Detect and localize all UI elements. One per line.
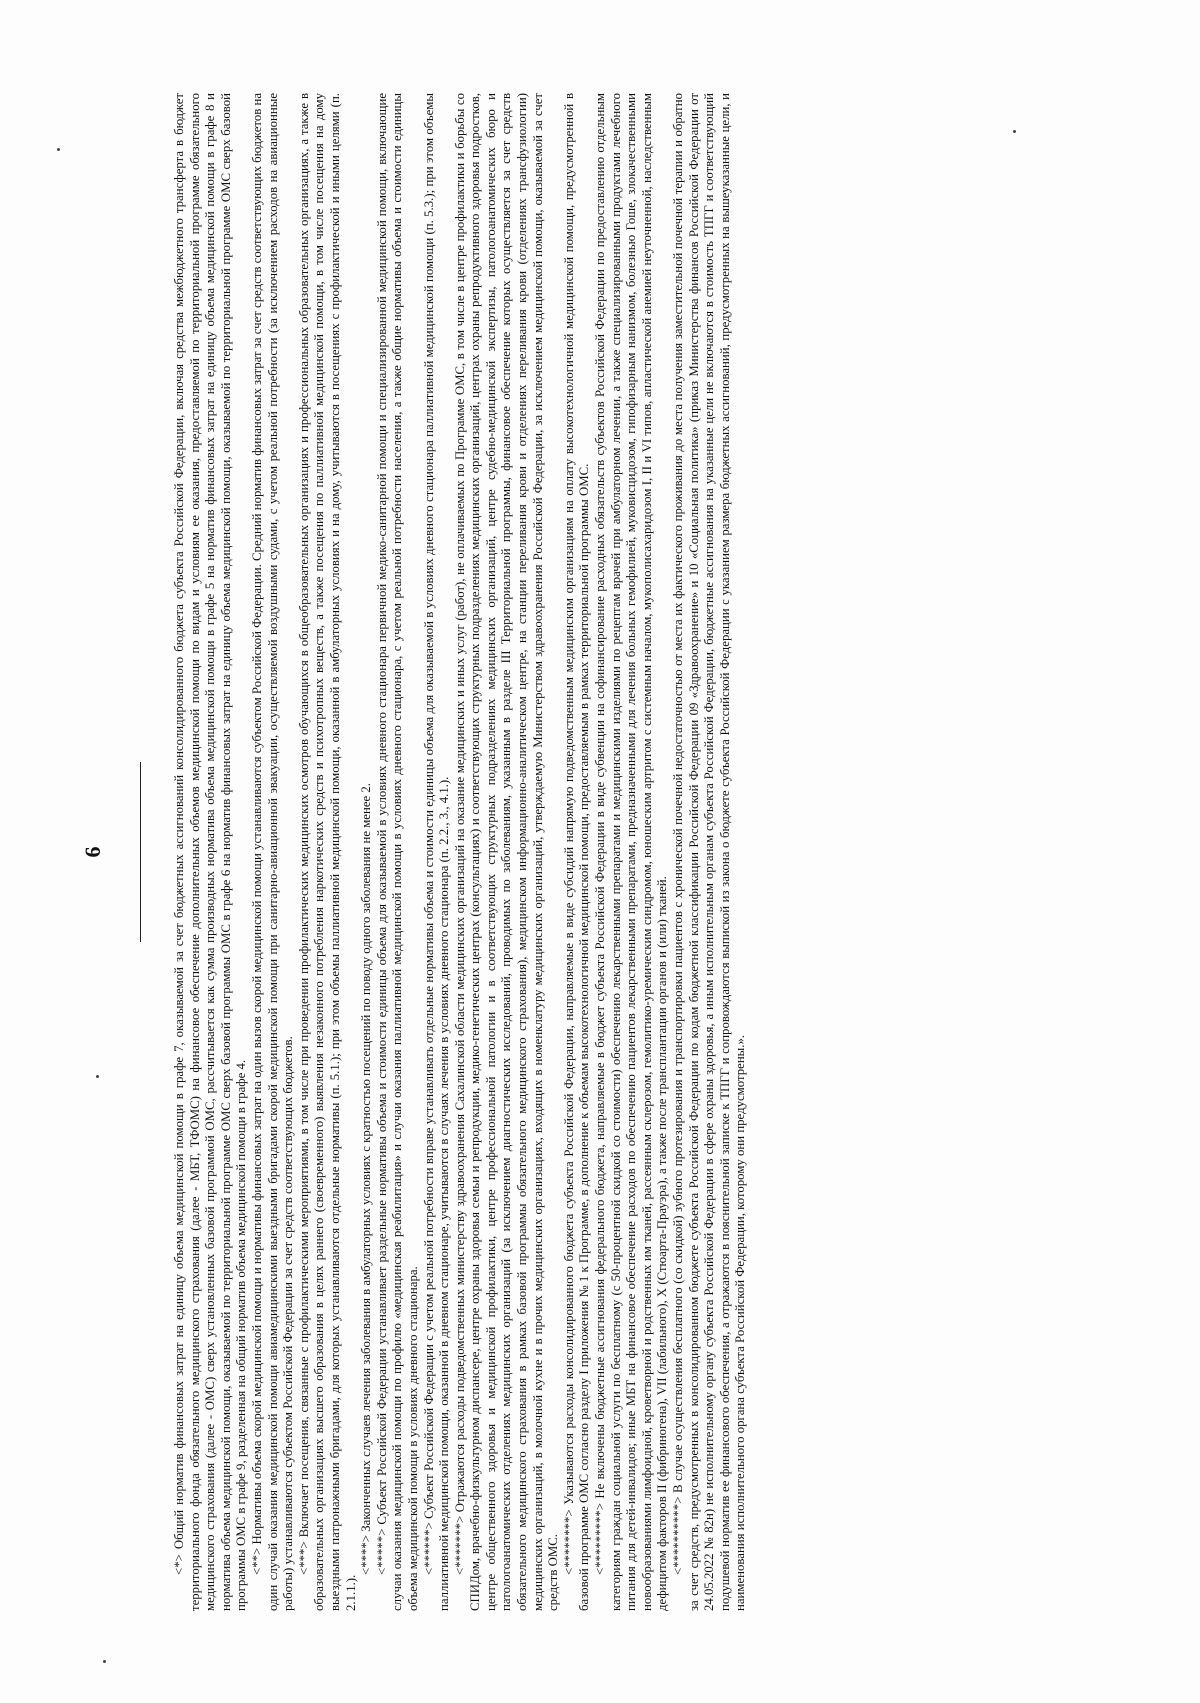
footnote: <******> Субъект Российской Федерации с учетом реальной потребности вправе устанавливать отдельные нормативы объема и стоимости единицы объема для оказываемой в условиях дневного стационара паллиативной медицинской помощи (п. 5.3.); при этом объемы паллиативной медицинской помощи, оказанной в дневном стационаре, учитываются в случаях лечения в условиях дневного стационара (п. 2.2., 3., 4.1.). xyxy=(421,93,452,1611)
footnote: <*******> Отражаются расходы подведомственных министерству здравоохранения Сахалинской области медицинских организаций на оказание медицинских и иных услуг (работ), не оплачиваемых по Программе ОМС, в том числе в центре профилактики и борьбы со СПИДом, врачебно-физкультурном диспансере, центре охраны здоровья семьи и репродукции, медико-генетических центрах (консультациях) и соответствующих структурных подразделениях медицинских организаций, центрах охраны репродуктивного здоровья подростков, центре общественного здоровья и медицинской профилактики, центре профессиональной патологии и в соответствующих структурных подразделениях медицинских организаций, центре судебно-медицинской экспертизы, патологоанатомических бюро и патологоанатомических отделениях медицинских организаций (за исключением диагностических исследований, проводимых по заболеваниям, указанным в разделе III Территориальной программы, финансовое обеспечение которых осуществляется за счет средств обязательного медицинского страхования в рамках базовой программы обязательного медицинского страхования), медицинском информационно-аналитическом центре, на станции переливания крови и отделениях переливания крови (отделениях трансфузиологии) медицинских организаций, в молочной кухне и в прочих медицинских организациях, входящих в номенклатуру медицинских организаций, утверждаемую Министерством здравоохранения Российской Федерации, за исключением медицинской помощи, оказываемой за счет средств ОМС. xyxy=(452,93,561,1611)
scan-speck xyxy=(103,1660,106,1663)
footnote: <********> Указываются расходы консолидированного бюджета субъекта Российской Федерации, направляемые в виде субсидий напрямую подведомственным медицинским организациям на оплату высокотехнологичной медицинской помощи, предусмотренной в базовой программе ОМС согласно разделу I приложения № 1 к Программе, в дополнение к объемам высокотехнологичной медицинской помощи, предоставляемым в рамках территориальной программы ОМС. xyxy=(561,93,592,1611)
footnote: <**********> В случае осуществления бесплатного (со скидкой) зубного протезирования и транспортировки пациентов с хронической почечной недостаточностью от места их фактического проживания до места получения заместительной почечной терапии и обратно за счет средств, предусмотренных в консолидированном бюджете субъекта Российской Федерации по кодам бюджетной классификации Российской Федерации 09 «Здравоохранение» и 10 «Социальная политика» (приказ Министерства финансов Российской Федерации от 24.05.2022 № 82н) не исполнительному органу субъекта Российской Федерации в сфере охраны здоровья, а иным исполнительным органам субъекта Российской Федерации, бюджетные ассигнования на указанные цели не включаются в стоимость ТПГГ и соответствующий подушевой норматив ее финансового обеспечения, а отражаются в пояснительной записке к ТПГГ и сопровождаются выпиской из закона о бюджете субъекта Российской Федерации с указанием размера бюджетных ассигнований, предусмотренных на вышеуказанные цели, и наименования исполнительного органа субъекта Российской Федерации, которому они предусмотрены.». xyxy=(671,93,748,1611)
footnotes-block xyxy=(172,93,749,1611)
rotated-page-content xyxy=(80,77,1120,1627)
footnote: <*********> Не включены бюджетные ассигнования федерального бюджета, направляемые в бюджет субъекта Российской Федерации в виде субвенции на софинансирование расходных обязательств субъектов Российской Федерации по предоставлению отдельным категориям граждан социальной услуги по бесплатному (с 50-процентной скидкой со стоимости) обеспечению лекарственными препаратами и медицинскими изделиями по рецептам врачей при амбулаторном лечении, а также специализированными продуктами лечебного питания для детей-инвалидов; иные МБТ на финансовое обеспечение расходов по обеспечению пациентов лекарственными препаратами, предназначенными для лечения больных гемофилией, муковисцидозом, гипофизарным нанизмом, болезнью Гоше, злокачественными новообразованиями лимфоидной, кроветворной и родственных им тканей, рассеянным склерозом, гемолитико-уремическим синдромом, юношеским артритом с системным началом, мукополисахаридозом I, II и VI типов, апластической анемией неуточненной, наследственным дефицитом факторов II (фибриногена), VII (лабильного), X (Стюарта-Прауэра), а также после трансплантации органов и (или) тканей. xyxy=(593,93,670,1611)
page-number: 6 xyxy=(80,846,105,858)
footnote: <*> Общий норматив финансовых затрат на единицу объема медицинской помощи в графе 7, оказываемой за счет бюджетных ассигнований консолидированного бюджета субъекта Российской Федерации, включая средства межбюджетного трансферта в бюджет территориального фонда обязательного медицинского страхования (далее - МБТ, ТФОМС) на финансовое обеспечение дополнительных объемов медицинской помощи по видам и условиям ее оказания, предоставляемой по территориальной программе обязательного медицинского страхования (далее - ОМС) сверх установленных базовой программой ОМС, рассчитывается как сумма производных норматива объема медицинской помощи в графе 5 на норматив финансовых затрат на единицу объема медицинской помощи в графе 8 и норматива объема медицинской помощи, оказываемой по территориальной программе ОМС сверх базовой программы ОМС в графе 6 на норматив финансовых затрат на единицу объема медицинской помощи, оказываемой по территориальной программе ОМС сверх базовой программы ОМС в графе 9, разделенная на общий норматив объема медицинской помощи в графе 4. xyxy=(172,93,249,1611)
separator-line xyxy=(140,762,141,942)
footnote: <****> Законченных случаев лечения заболевания в амбулаторных условиях с кратностью посещений по поводу одного заболевания не менее 2. xyxy=(359,783,374,1575)
footnote: <*****> Субъект Российской Федерации устанавливает раздельные нормативы объема и стоимости единицы объема для оказываемой в условиях дневного стационара первичной медико-санитарной помощи и специализированной медицинской помощи, включающие случаи оказания медицинской помощи по профилю «медицинская реабилитация» и случаи оказания паллиативной медицинской помощи в условиях дневного стационара, с учетом реальной потребности населения, а также общие нормативы объема и стоимости единицы объема медицинской помощи в условиях дневного стационара. xyxy=(374,93,420,1611)
scan-speck xyxy=(96,1075,99,1078)
scan-speck xyxy=(57,148,60,151)
footnote: <***> Включает посещения, связанные с профилактическими мероприятиями, в том числе при проведении профилактических медицинских осмотров обучающихся в общеобразовательных организациях и профессиональных образовательных организациях, а также в образовательных организациях высшего образования в целях раннего (своевременного) выявления незаконного потребления наркотических средств и психотропных веществ, а также посещения по паллиативной медицинской помощи, в том числе посещения на дому выездными патронажными бригадами, для которых устанавливаются отдельные нормативы (п. 5.1.); при этом объемы паллиативной медицинской помощи, оказанной в амбулаторных условиях и на дому, учитываются в посещениях с профилактической и иными целями (п. 2.1.1.). xyxy=(296,93,358,1611)
footnote: <**> Нормативы объема скорой медицинской помощи и нормативы финансовых затрат на один вызов скорой медицинской помощи устанавливаются субъектом Российской Федерации. Средний норматив финансовых затрат за счет средств соответствующих бюджетов на один случай оказания медицинской помощи авиамедицинскими выездными бригадами скорой медицинской помощи при санитарно-авиационной эвакуации, осуществляемой воздушными судами, с учетом реальной потребности (за исключением расходов на авиационные работы) устанавливаются субъектом Российской Федерации за счет средств соответствующих бюджетов. xyxy=(249,93,296,1611)
scan-speck xyxy=(1013,130,1016,133)
